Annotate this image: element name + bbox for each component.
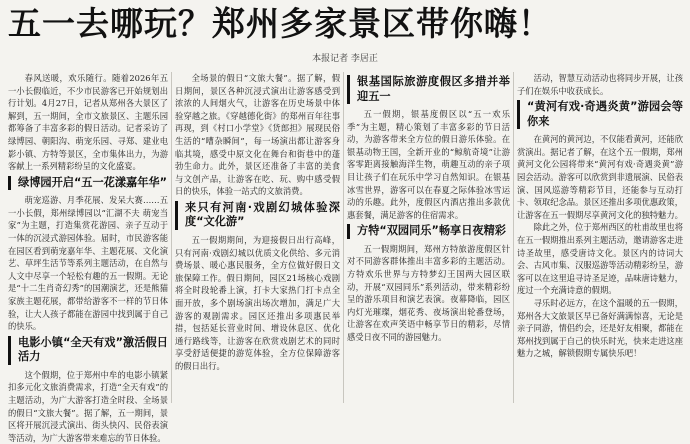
article-paragraph: 除此之外，位于郑州西区的杜甫故里也将在五一假期推出系列主题活动，邀请游客走进诗圣故里，感受唐诗文化。景区内的诗词大会、古风市集、汉服巡游等活动精彩纷呈，游客可以在这里追寻诗圣足迹，品味唐诗魅力，度过一个充满诗意的假期。	[517, 222, 683, 296]
article-paragraph: 萌宠巡游、月季花展、发呆大赛……五一小长假，郑州绿博园以“汇湖不夫 萌宠当家”为主题，打造集赏花游园、亲子互动于一体的沉浸式游园体验。届时，市民游客能在园区看到萌宠嘉年华、主题花展、文化演艺、草坪生活节等系列主题活动，在自然与人文中尽享一个轻松有趣的五一假期。无论是“十二生肖奇幻秀”的国潮演艺，还是熊猫家族主题花展，都带给游客不一样的节日体验，让大人孩子都能在游园中找到属于自己的快乐。	[8, 195, 168, 332]
article-paragraph: 五一假期，银基度假区以“五一欢乐季”为主题，精心策划了丰富多彩的节日活动，为游客带来全方位的假日游乐体验。在银基动物王国，全新开业的“鲸航奇境”让游客零距离接触海洋生物，萌趣互动的亲子项目让孩子们在玩乐中学习自然知识。在银基冰雪世界，游客可以在春夏之际体验冰雪运动的乐趣。此外，度假区内酒店推出多款优惠套餐，满足游客的住宿需求。	[347, 109, 510, 220]
column-divider	[171, 72, 172, 403]
article-column-2	[175, 72, 340, 403]
article-paragraph: 在黄河的黄河边，不仅能看黄河，还能欣赏演出。据记者了解，在这个五一假期，郑州黄河文化公园将带来“黄河有戏·奇遇炎黄”游园会活动。游客可以欣赏到非遗展演、民俗表演、国风巡游等精彩节目，还能参与互动打卡、领取纪念品。景区还推出多项优惠政策，让游客在五一假期尽享黄河文化的独特魅力。	[517, 134, 683, 220]
article-column-4	[517, 72, 683, 403]
column-divider	[513, 72, 514, 403]
page-title: 五一去哪玩？郑州多家景区带你嗨！	[8, 4, 552, 43]
section-heading: 方特“双园同乐”畅享日夜精彩	[347, 224, 510, 239]
byline: 本报记者 李居正	[312, 54, 378, 64]
article-column-1	[8, 72, 168, 443]
column-divider	[343, 72, 344, 403]
article-paragraph: 活动，智慧互动活动也将同步开展，让孩子们在娱乐中收获成长。	[517, 73, 683, 96]
article-paragraph: 春风送暖，欢乐随行。随着2026年五一小长假临近，不少市民游客已开始规划出行计划。4月27日，记者从郑州各大景区了解到，五一期间，全市文旅景区、主题乐园都筹备了丰富多彩的假日活动。记者采访了绿博园、朝阳沟、萌宠乐园、寻郑、建业电影小镇、方特等景区，全市集体出力，为游客献上一系列精彩纷呈的文化盛宴。	[8, 73, 168, 172]
article-paragraph: 寻乐时必远方，在这个温暖的五一假期，郑州各大文旅景区早已备好满满惊喜，无论是亲子同游，情侣约会，还是好友相聚，都能在郑州找到属于自己的快乐时光，快来走进这座魅力之城，解锁假期专属快乐吧！	[517, 297, 683, 359]
section-heading: “黄河有戏·奇遇炎黄”游园会等你来	[517, 100, 683, 129]
article-paragraph: 全场景的假日“文旅大餐”。据了解，假日期间，景区各种沉浸式演出让游客感受到浓浓的人间烟火气，让游客在历史场景中体验穿越之旅。《穿越德化街》的郑州百年往事再现，到《村口小学堂》《货郎担》展现民俗生活的“嘈杂瞬间”，每一场演出都让游客身临其境，感受中原文化在舞台和街巷中的蓬勃生命力。此外，景区还准备了丰富的美食与文创产品，让游客在吃、玩、购中感受假日的快乐，体验一站式的文旅消费。	[175, 73, 340, 197]
section-heading: 来只有河南·戏剧幻城体验深度“文化游”	[175, 201, 340, 230]
section-heading: 绿博园开启“五一花漾嘉年华”	[8, 176, 168, 191]
section-heading: 电影小镇“全天有戏”激活假日活力	[8, 336, 168, 365]
article-paragraph: 五一假期期间，郑州方特旅游度假区针对不同游客群体推出丰富多彩的主题活动。方特欢乐世界与方特梦幻王国两大园区联动，开展“双园同乐”系列活动，带来精彩纷呈的游乐项目和演艺表演。夜幕降临，园区内灯光璀璨，烟花秀、夜场演出轮番登场，让游客在欢声笑语中畅享节日的精彩，尽情感受日夜不同的游园魅力。	[347, 243, 510, 342]
article-column-3	[347, 72, 510, 403]
article-paragraph: 这个假期，位于郑州中牟的电影小镇紧扣多元化文旅消费需求，打造“全天有戏”的主题活动，为广大游客打造全时段、全场景的假日“文旅大餐”。据了解，五一期间，景区将开展沉浸式演出、街头快闪、民俗表演等活动，为广大游客带来难忘的节日体验。	[8, 369, 168, 443]
article-paragraph: 五一假期期间，为迎接假日出行高峰，只有河南·戏剧幻城以优质文化供给、多元消费场景、暖心惠民服务，全方位做好假日文旅保障工作。假日期间，园区21场核心戏剧将全时段轮番上演，打卡大家热门打卡点全面开放，多个剧场演出场次增加，满足广大游客的观剧需求。园区还推出多项惠民举措，包括延长营业时间、增设休息区、优化通行路线等，让游客在欣赏戏剧艺术的同时享受舒适便捷的游览体验，全方位保障游客的假日出行。	[175, 234, 340, 371]
section-heading: 银基国际旅游度假区多措并举迎五一	[347, 75, 510, 104]
